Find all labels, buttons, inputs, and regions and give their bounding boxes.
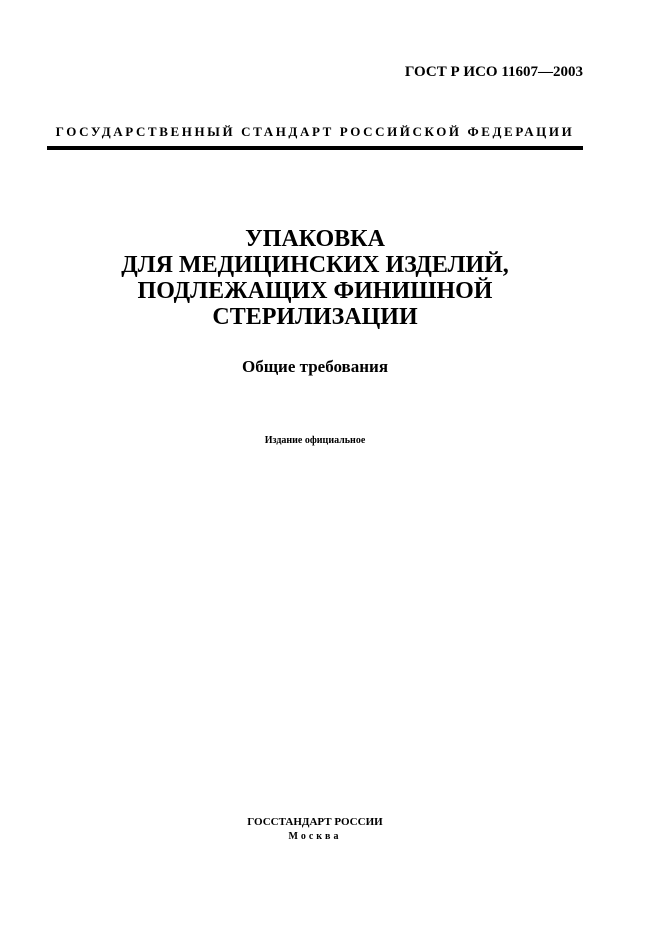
header-rule: [47, 146, 583, 150]
document-title: [60, 226, 570, 330]
document-code: ГОСТ Р ИСО 11607—2003: [404, 64, 583, 80]
title-line-3: ПОДЛЕЖАЩИХ ФИНИШНОЙ: [137, 278, 493, 304]
edition-note: Издание официальное: [264, 435, 366, 446]
title-line-4: СТЕРИЛИЗАЦИИ: [212, 304, 418, 330]
document-subtitle: Общие требования: [241, 357, 389, 376]
title-line-1: УПАКОВКА: [245, 226, 385, 252]
title-line-2: ДЛЯ МЕДИЦИНСКИХ ИЗДЕЛИЙ,: [121, 252, 509, 278]
organization-line: ГОСУДАРСТВЕННЫЙ СТАНДАРТ РОССИЙСКОЙ ФЕДЕРАЦИИ: [55, 124, 575, 139]
publisher-name: ГОССТАНДАРТ РОССИИ: [247, 816, 383, 828]
publisher-city: Москва: [288, 831, 342, 842]
